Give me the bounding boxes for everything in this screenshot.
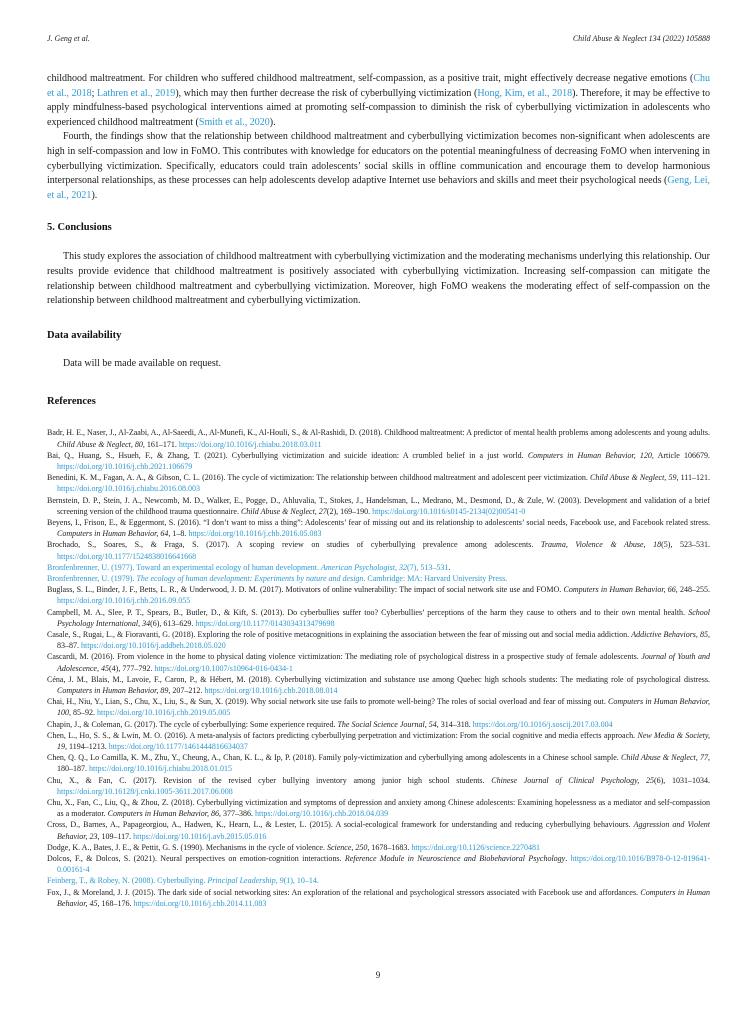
- text-segment: Aggression and Violent Behavior, 23: [57, 820, 710, 841]
- link[interactable]: https://doi.org/10.1126/science.2270481: [411, 842, 541, 852]
- running-head-journal: Child Abuse & Neglect 134 (2022) 105888: [572, 34, 710, 43]
- reference-entry: [47, 651, 710, 673]
- text-segment: Child Abuse & Neglect, 59: [590, 473, 677, 483]
- text-segment: Reference Module in Neuroscience and Biobehavioral Psychology: [344, 854, 566, 864]
- reference-entry: [47, 517, 710, 539]
- reference-entry: [47, 607, 710, 629]
- reference-entry: [47, 629, 710, 651]
- section-heading-conclusions: 5. Conclusions: [47, 222, 112, 234]
- section-heading-data-availability: Data availability: [47, 329, 122, 341]
- link[interactable]: American Psychologist, 32: [321, 562, 407, 572]
- text-segment: Dodge, K. A., Bates, J. E., & Pettit, G. S. (1990). Mechanisms in the cycle of violence.: [47, 842, 327, 852]
- text-segment: Child Abuse & Neglect, 80: [57, 439, 143, 449]
- text-segment: Céna, J. M., Blais, M., Lavoie, F., Caron, P., & Hébert, M. (2018). Cyberbullying victimization and substance use among Quebec high schools students: The mediating role of psychological distress.: [47, 674, 710, 684]
- link[interactable]: https://doi.org/10.1016/j.chb.2016.09.055: [57, 596, 191, 606]
- text-segment: Trauma, Violence & Abuse, 18: [540, 540, 662, 550]
- text-segment: Computers in Human Behavior, 45: [57, 887, 710, 908]
- link[interactable]: https://doi.org/10.16128/j.cnki.1005-3611.2017.06.008: [57, 786, 233, 796]
- reference-entry: [47, 775, 710, 797]
- text-segment: , 1194–1213.: [65, 742, 109, 751]
- link[interactable]: https://doi.org/10.1016/j.soscij.2017.03.004: [472, 719, 613, 729]
- text-segment: Bernstein, D. P., Stein, J. A., Newcomb, M. D., Walker, E., Pogge, D., Ahluvalia, T., Stokes, J., Handelsman, L., Medrano, M., Desmond, D., & Zule, W. (2003). Development and validation of a brief screening version of the childhood trauma questionnaire.: [47, 495, 710, 516]
- text-segment: Cross, D., Barnes, A., Papageorgiou, A., Hadwen, K., Hearn, L., & Lester, L. (2015). A social-ecological framework for understanding and reducing cyberbullying behaviours.: [47, 820, 634, 830]
- text-segment: Data will be made available on request.: [63, 357, 221, 369]
- text-segment: Fox, J., & Moreland, J. J. (2015). The dark side of social networking sites: An exploration of the relational and psychological stressors associated with Facebook use and affordances.: [47, 887, 641, 897]
- text-segment: Chapin, J., & Coleman, G. (2017). The cycle of cyberbullying: Some experience required.: [47, 719, 338, 729]
- reference-entry: [47, 887, 710, 909]
- reference-entry: [47, 584, 710, 606]
- text-segment: Journal of Youth and Adolescence, 45: [57, 652, 710, 673]
- reference-entry: [47, 539, 710, 561]
- text-segment: , 314–318.: [436, 719, 473, 729]
- reference-entry: [47, 819, 710, 841]
- reference-entry: [47, 450, 710, 472]
- text-segment: , 1678–1683.: [367, 842, 412, 852]
- text-segment: Chu, X., & Fan, C. (2017). Revision of the revised cyber bullying inventory among junior high school students.: [47, 775, 492, 785]
- link[interactable]: . Cambridge: MA: Harvard University Press.: [363, 573, 508, 583]
- article-body: [47, 72, 710, 909]
- text-segment: Chinese Journal of Clinical Psychology, 25: [491, 775, 654, 785]
- text-segment: Computers in Human Behavior, 120: [527, 450, 652, 460]
- link[interactable]: Chu et al., 2018: [47, 73, 710, 99]
- link[interactable]: Smith et al., 2020: [198, 116, 270, 128]
- text-segment: , 111–121.: [676, 473, 711, 483]
- link[interactable]: https://doi.org/10.1177/1524838016641668: [57, 551, 197, 561]
- reference-entry: [47, 573, 710, 584]
- text-segment: Dolcos, F., & Dolcos, S. (2021). Neural perspectives on emotion-cognition interactions.: [47, 854, 345, 864]
- link[interactable]: Principal Leadership, 9: [207, 876, 284, 886]
- text-segment: Buglass, S. L., Binder, J. F., Betts, L. R., & Underwood, J. D. M. (2017). Motivators of online vulnerability: The impact of social network site use and FOMO.: [47, 585, 564, 595]
- reference-entry: [47, 842, 710, 853]
- text-segment: Child Abuse & Neglect, 77: [621, 753, 708, 763]
- text-segment: , 83–87.: [57, 629, 710, 651]
- text-segment: ).: [91, 189, 98, 201]
- text-segment: Chai, H., Niu, Y., Lian, S., Chu, X., Liu, S., & Sun, X. (2019). Why social network site use fails to promote well-being? The roles of social overload and fear of missing out.: [47, 697, 609, 707]
- reference-entry: [47, 719, 710, 730]
- reference-entry: [47, 752, 710, 774]
- text-segment: .: [448, 562, 451, 572]
- text-segment: (5), 523–531.: [661, 540, 711, 550]
- link[interactable]: https://doi.org/10.1007/s10964-016-0434-1: [154, 663, 293, 673]
- text-segment: Chu, X., Fan, C., Liu, Q., & Zhou, Z. (2018). Cyberbullying victimization and symptoms of depression and anxiety among Chinese adolescents: Examining hopelessness as a mediator and self-compassion as a moderator.: [47, 798, 710, 819]
- body-paragraph: [47, 130, 710, 203]
- text-segment: childhood maltreatment. For children who suffered childhood maltreatment, self-compassion, as a positive trait, might effectively decrease negative emotions (: [47, 73, 694, 84]
- text-segment: ;: [91, 87, 97, 99]
- text-segment: Science, 250: [326, 842, 368, 852]
- text-segment: (2), 169–190.: [326, 506, 373, 516]
- text-segment: School Psychology International, 34: [57, 607, 710, 628]
- link[interactable]: https://doi.org/10.1016/j.avb.2015.05.016: [133, 831, 267, 841]
- text-segment: The Social Science Journal, 54: [337, 719, 437, 729]
- link[interactable]: https://doi.org/10.1016/j.chb.2018.04.039: [254, 809, 389, 819]
- text-segment: ).: [269, 116, 276, 128]
- link[interactable]: Feinberg, T., & Robey, N. (2008). Cyberbullying.: [47, 876, 208, 886]
- link[interactable]: https://doi.org/10.1016/j.chiabu.2016.08.003: [57, 484, 200, 494]
- text-segment: .: [565, 854, 571, 864]
- link[interactable]: Hong, Kim, et al., 2018: [477, 87, 573, 99]
- text-segment: New Media & Society, 19: [57, 730, 710, 751]
- link[interactable]: https://doi.org/10.1016/j.chb.2018.08.014: [204, 685, 338, 695]
- text-segment: Fourth, the findings show that the relationship between childhood maltreatment and cyberbullying victimization becomes non-significant when adolescents are high in self-compassion and low in FoMO. This contributes with knowledge for educators on the potential meaningfulness of decreasing FoMO when intervening in cyberbullying victimization. Specifically, educators could train adolescents’ social skills in offline communication and encourage them to develop harmonious interpersonal relationships, as these processes can help adolescents develop adaptive Internet use behaviors and skills and meet their psychological needs (: [47, 131, 710, 187]
- text-segment: , 85–92.: [69, 708, 97, 718]
- text-segment: Computers in Human Behavior, 86: [107, 809, 219, 819]
- link[interactable]: https://doi.org/10.1016/j.chb.2014.11.083: [133, 898, 267, 908]
- text-segment: Beyens, I., Frison, E., & Eggermont, S. (2016). “I don’t want to miss a thing”: Adolescents’ fear of missing out and its relationship to adolescents’ social needs, Facebook use, and Facebook related stress.: [47, 517, 710, 527]
- reference-entry: [47, 427, 710, 449]
- link[interactable]: https://doi.org/10.1016/j.chb.2021.106679: [57, 461, 193, 471]
- text-segment: , 109–117.: [97, 831, 134, 841]
- text-segment: Computers in Human Behavior, 100: [57, 697, 710, 718]
- text-segment: ). Therefore, it may be effective to apply mindfulness-based psychological interventions aimed at promoting self-compassion to diminish the risk of cyberbullying victimization in adolescents who experienced childhood maltreatment (: [47, 87, 711, 128]
- text-segment: , 248–255.: [675, 585, 711, 595]
- text-segment: Chen, L., Ho, S. S., & Lwin, M. O. (2016). A meta-analysis of factors predicting cyberbullying perpetration and victimization: From the social cognitive and media effects approach.: [47, 730, 638, 740]
- text-segment: Addictive Behaviors, 85: [631, 629, 708, 639]
- text-segment: (6), 613–629.: [150, 618, 196, 628]
- body-paragraph: [47, 357, 710, 372]
- text-segment: Badr, H. E., Naser, J., Al-Zaabi, A., Al-Saeedi, A., Al-Munefi, K., Al-Houli, S., & Al-Rashidi, D. (2018). Childhood maltreatment: A predictor of mental health problems among adolescents and young adults.: [47, 428, 710, 438]
- text-segment: , 377–386.: [218, 809, 255, 819]
- link[interactable]: Geng, Lei, et al., 2021: [47, 175, 710, 201]
- text-segment: , 1–8.: [168, 529, 189, 539]
- text-segment: Benedini, K. M., Fagan, A. A., & Gibson, C. L. (2016). The cycle of victimization: The relationship between childhood maltreatment and adolescent peer victimization.: [47, 473, 590, 483]
- reference-entry: [47, 730, 710, 752]
- running-head-authors: J. Geng et al.: [47, 34, 90, 43]
- reference-entry: [47, 495, 710, 517]
- link[interactable]: The ecology of human development: Experiments by nature and design: [136, 573, 364, 583]
- link[interactable]: Bronfenbrenner, U. (1977). Toward an experimental ecology of human development.: [47, 562, 321, 572]
- link[interactable]: Bronfenbrenner, U. (1979).: [47, 573, 137, 583]
- link[interactable]: (7), 513–531: [406, 562, 449, 572]
- text-segment: Computers in Human Behavior, 66: [563, 585, 676, 595]
- reference-entry: [47, 875, 710, 886]
- link[interactable]: https://doi.org/10.1016/j.chb.2019.05.005: [97, 708, 231, 718]
- text-segment: (6), 1031–1034.: [653, 775, 711, 785]
- references-list: [47, 427, 710, 909]
- running-head: [47, 34, 710, 43]
- reference-entry: [47, 562, 710, 573]
- text-segment: Campbell, M. A., Slee, P. T., Spears, B., Butler, D., & Kift, S. (2013). Do cyberbullies suffer too? Cyberbullies’ perceptions of the harm they cause to others and to their own mental health.: [47, 607, 689, 617]
- text-segment: , 161–171.: [142, 439, 179, 449]
- link[interactable]: https://doi.org/10.1016/j.chiabu.2018.01.015: [89, 764, 232, 774]
- reference-entry: [47, 472, 710, 494]
- reference-entry: [47, 674, 710, 696]
- text-segment: Brochado, S., Soares, S., & Fraga, S. (2017). A scoping review on studies of cyberbullying prevalence among adolescents.: [47, 540, 541, 550]
- body-paragraph: [47, 72, 710, 130]
- page-number: 9: [375, 970, 381, 980]
- text-segment: , 180–187.: [57, 753, 710, 774]
- link[interactable]: Lathren et al., 2019: [97, 87, 176, 99]
- reference-entry: [47, 853, 710, 875]
- text-segment: Bai, Q., Huang, S., Hsueh, F., & Zhang, T. (2021). Cyberbullying victimization and suicide ideation: A crumbled belief in a just world.: [47, 450, 528, 460]
- section-heading-references: References: [47, 396, 96, 408]
- link[interactable]: https://doi.org/10.1016/B978-0-12-819641-0.00161-4: [57, 854, 710, 875]
- text-segment: , Article 106679.: [651, 450, 710, 460]
- text-segment: ), which may then further decrease the risk of cyberbullying victimization (: [175, 87, 478, 99]
- reference-entry: [47, 797, 710, 819]
- link[interactable]: https://doi.org/10.1016/j.addbeh.2018.05.020: [81, 641, 226, 651]
- link[interactable]: https://doi.org/10.1016/s0145-2134(02)00541-0: [372, 506, 526, 516]
- text-segment: Child Abuse & Neglect, 27: [240, 506, 327, 516]
- text-segment: Cascardi, M. (2016). From violence in the home to physical dating violence victimization: The mediating role of psychological distress in a prospective study of female adolescents.: [47, 652, 642, 662]
- reference-entry: [47, 696, 710, 718]
- text-segment: , 168–176.: [97, 898, 134, 908]
- link[interactable]: https://doi.org/10.1016/j.chiabu.2018.03.011: [178, 439, 322, 449]
- text-segment: , 207–212.: [168, 685, 205, 695]
- link[interactable]: (1), 10–14.: [283, 876, 319, 886]
- text-segment: Chen, Q. Q., Lo Camilla, K. M., Zhu, Y., Cheung, A., Chan, K. L., & Ip, P. (2018). Family poly-victimization and cyberbullying among adolescents in a Chinese school sample.: [47, 753, 622, 763]
- text-segment: Casale, S., Rugai, L., & Fioravanti, G. (2018). Exploring the role of positive metacognitions in explaining the association between the fear of missing out and social media addiction.: [47, 629, 632, 639]
- link[interactable]: https://doi.org/10.1177/1461444816634037: [108, 742, 248, 751]
- link[interactable]: https://doi.org/10.1016/j.chb.2016.05.083: [188, 529, 322, 539]
- link[interactable]: https://doi.org/10.1177/0143034313479698: [195, 618, 335, 628]
- text-segment: (4), 777–792.: [108, 663, 155, 673]
- text-segment: Computers in Human Behavior, 89: [57, 685, 169, 695]
- text-segment: This study explores the association of childhood maltreatment with cyberbullying victimization and the moderating mechanisms underlying this relationship. Our results provide evidence that childhood maltreatment is positively associated with cyberbullying victimization. Increasing self-compassion can mitigate the relationship between childhood maltreatment and cyberbullying victimization. Moreover, high FoMO weakens the moderating effect of self-compassion on the relationship between childhood maltreatment and cyberbullying victimization.: [47, 251, 710, 307]
- text-segment: Computers in Human Behavior, 64: [57, 529, 169, 539]
- body-paragraph: [47, 250, 710, 308]
